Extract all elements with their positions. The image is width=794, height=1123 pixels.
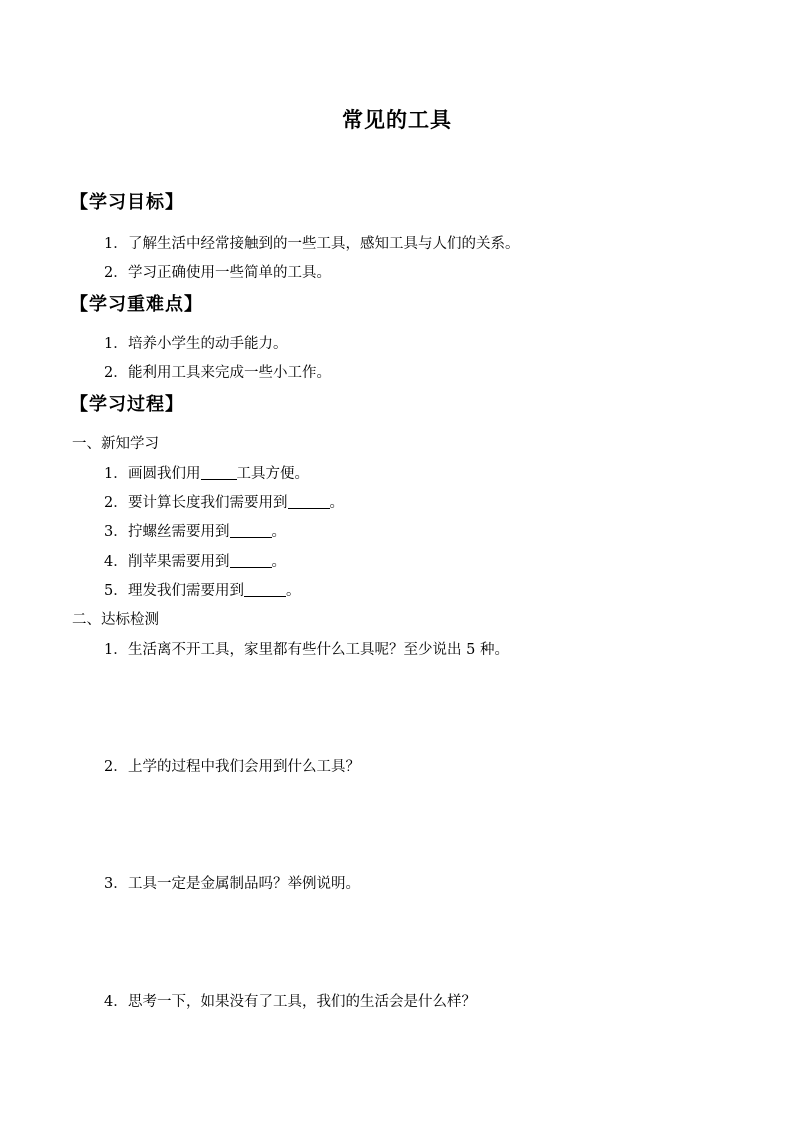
question-text: 要计算长度我们需要用到 (128, 495, 288, 511)
question-text: 。 (329, 495, 344, 511)
open-question (104, 755, 360, 776)
question-text: 理发我们需要用到 (128, 583, 244, 599)
question-text: 拧螺丝需要用到 (128, 524, 230, 540)
question-text: 画圆我们用 (128, 466, 201, 482)
question-text: 。 (286, 583, 301, 599)
page-title: 常见的工具 (342, 107, 452, 132)
item-number: 4． (104, 554, 128, 570)
item-text: 能利用工具来完成一些小工作。 (128, 365, 331, 381)
item-number: 1． (104, 236, 128, 252)
key-points-heading: 【学习重难点】 (70, 294, 203, 315)
question-text: 削苹果需要用到 (128, 554, 230, 570)
answer-blank[interactable] (230, 553, 272, 568)
question-text: 工具一定是金属制品吗？举例说明。 (128, 876, 360, 892)
process-heading: 【学习过程】 (70, 394, 184, 415)
item-number: 1． (104, 466, 128, 482)
answer-blank[interactable] (244, 582, 286, 597)
open-question (104, 872, 360, 893)
item-number: 5． (104, 583, 128, 599)
question-text: 思考一下，如果没有了工具，我们的生活会是什么样？ (128, 994, 476, 1010)
item-text: 学习正确使用一些简单的工具。 (128, 265, 331, 281)
answer-blank[interactable] (201, 465, 237, 480)
question-text: 生活离不开工具，家里都有些什么工具呢？至少说出 5 种。 (128, 642, 509, 658)
open-question (104, 990, 476, 1011)
objective-item (104, 232, 520, 253)
question-text: 。 (271, 554, 286, 570)
question-text: 工具方便。 (236, 466, 309, 482)
fill-in-question (104, 579, 301, 600)
item-text: 培养小学生的动手能力。 (128, 336, 288, 352)
item-number: 3． (104, 876, 128, 892)
answer-blank[interactable] (230, 523, 272, 538)
section-label: 一、新知学习 (72, 436, 159, 452)
open-question (104, 638, 509, 659)
item-number: 2． (104, 759, 128, 775)
question-text: 。 (271, 524, 286, 540)
item-number: 4． (104, 994, 128, 1010)
fill-in-question (104, 491, 344, 512)
answer-blank[interactable] (288, 494, 330, 509)
fill-in-question (104, 462, 309, 483)
fill-in-question (104, 520, 286, 541)
item-number: 3． (104, 524, 128, 540)
question-text: 上学的过程中我们会用到什么工具？ (128, 759, 360, 775)
item-number: 2． (104, 365, 128, 381)
objectives-heading: 【学习目标】 (70, 192, 184, 213)
item-number: 2． (104, 265, 128, 281)
section-label: 二、达标检测 (72, 612, 159, 628)
item-number: 2． (104, 495, 128, 511)
objective-item (104, 261, 331, 282)
item-number: 1． (104, 642, 128, 658)
item-text: 了解生活中经常接触到的一些工具，感知工具与人们的关系。 (128, 236, 520, 252)
key-point-item (104, 332, 288, 353)
fill-in-question (104, 550, 286, 571)
key-point-item (104, 361, 331, 382)
item-number: 1． (104, 336, 128, 352)
